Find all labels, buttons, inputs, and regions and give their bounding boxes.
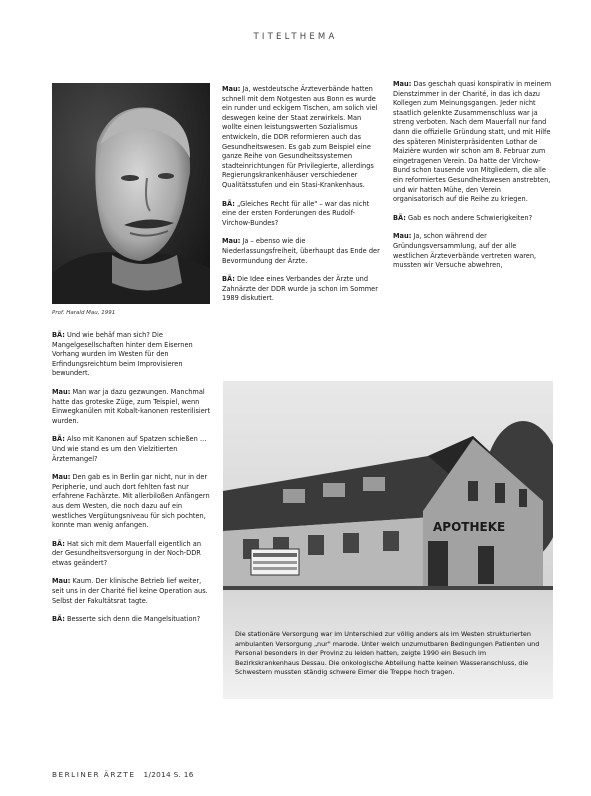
section-header: TITELTHEMA (253, 32, 338, 42)
text-column-3 (393, 80, 553, 280)
paragraph: Mau: Das geschah quasi konspirativ in meinem Dienstzimmer in der Charité, in das ich dazu Kollegen zum Meinungsgangen. Jeder nicht staatlich gelenkte Zusammenschluss war ja streng verboten. Nach dem Mauerfall nur fand dann die offizielle Gründung statt, und mit Hilfe des späteren Ministerpräsidenten Lothar de Maizière wurden wir schon am 8. Februar zum eingetragenen Verein. Da hatte der Virchow-Bund schon tausende von Mitgliedern, die alle ein reformiertes Gesundheitswesen anstrebten, und wir hatten Mühe, den Verein organisatorisch auf die Reihe zu kriegen. (393, 80, 552, 204)
text-column-2 (222, 85, 380, 313)
paragraph: Mau: Ja, schon während der Gründungsversammlung, auf der alle westlichen Ärzteverbände vertreten waren, mussten wir Versuche abwehren, (393, 232, 537, 270)
photo-caption: Die stationäre Versorgung war im Unterschied zur völlig anders als im Westen strukturierten ambulanten Versorgung „nur" marode. Unter welch unzumutbaren Bedingungen Patienten und Personal besonders in der Provinz zu leiden hatten, zeigte 1990 ein Besuch im Bezirkskrankenhaus Dessau. Die onkologische Abteilung hatte keinen Wasseranschluss, die Schwestern mussten ständig schwere Eimer die Treppe hoch tragen. (235, 630, 540, 677)
paragraph: BÄ: „Gleiches Recht für alle" – war das nicht eine der ersten Forderungen des Rudolf-Virchow-Bundes? (222, 199, 370, 227)
paragraph: Mau: Ja – ebenso wie die Niederlassungsfreiheit, überhaupt das Ende der Bevormundung der Ärzte. (222, 237, 380, 265)
magazine-name: BERLINER ÄRZTE (52, 770, 136, 779)
paragraph: BÄ: Besserte sich denn die Mangelsituation? (52, 615, 201, 624)
building-photo (223, 381, 553, 699)
paragraph: Mau: Den gab es in Berlin gar nicht, nur in der Peripherie, und auch dort fehlten fast nur erfahrene Fachärzte. Mit allerbiloßen Anfängern aus dem Westen, die noch dazu auf ein westliches Vergütungsniveau für sich pochten, konnte man wenig anfangen. (52, 473, 210, 530)
apotheke-sign: APOTHEKE (433, 520, 506, 534)
portrait-caption: Prof. Harald Mau, 1991 (52, 310, 116, 316)
paragraph: Mau: Kaum. Der klinische Betrieb lief weiter, seit uns in der Charité fiel keine Operation aus. Selbst der Fakultätsrat tagte. (52, 577, 208, 605)
paragraph: BÄ: Gab es noch andere Schwierigkeiten? (393, 213, 533, 222)
paragraph: BÄ: Die Idee eines Verbandes der Ärzte und Zahnärzte der DDR wurde ja schon im Sommer 1989 diskutiert. (222, 275, 378, 303)
paragraph: BÄ: Hat sich mit dem Mauerfall eigentlich an der Gesundheitsversorgung in der Noch-DDR etwas geändert? (52, 539, 202, 567)
portrait-illustration (52, 83, 210, 304)
footer (52, 770, 194, 779)
paragraph: BÄ: Und wie behäf man sich? Die Mangelgesellschaften hinter dem Eisernen Vorhang wurden im Westen für den Erfindungsreichtum beim Improvisieren bewundert. (52, 331, 193, 378)
portrait-photo (52, 83, 210, 304)
paragraph: Mau: Man war ja dazu gezwungen. Manchmal hatte das groteske Züge, zum Teispiel, wenn Einwegkanülen mit Kobalt-kanonen resterilisiert wurden. (52, 387, 211, 425)
paragraph: BÄ: Also mit Kanonen auf Spatzen schießen … Und wie stand es um den Vielzitierten Ärztemangel? (52, 435, 207, 463)
text-column-1 (52, 331, 212, 634)
paragraph: Mau: Ja, westdeutsche Ärzteverbände hatten schnell mit dem Notgesten aus Bonn es wurde ein runder und eckigem Tischen, am solich viel deswegen keine der Staat zerwirkels. Man wollte einen leistungswerten Sozialismus entwickeln, die DDR reformieren auch das Gesundheitswesen. Es gab zum Beispiel eine ganze Reihe von Gesundheitssystemen stadteinrichtungen für Privilegierte, allerdings Regierungskrankenhäuser verschiedener Qualitätsstufen und ein Stasi-Krankenhaus. (222, 85, 378, 189)
issue-page: 1/2014 S. 16 (143, 770, 194, 779)
